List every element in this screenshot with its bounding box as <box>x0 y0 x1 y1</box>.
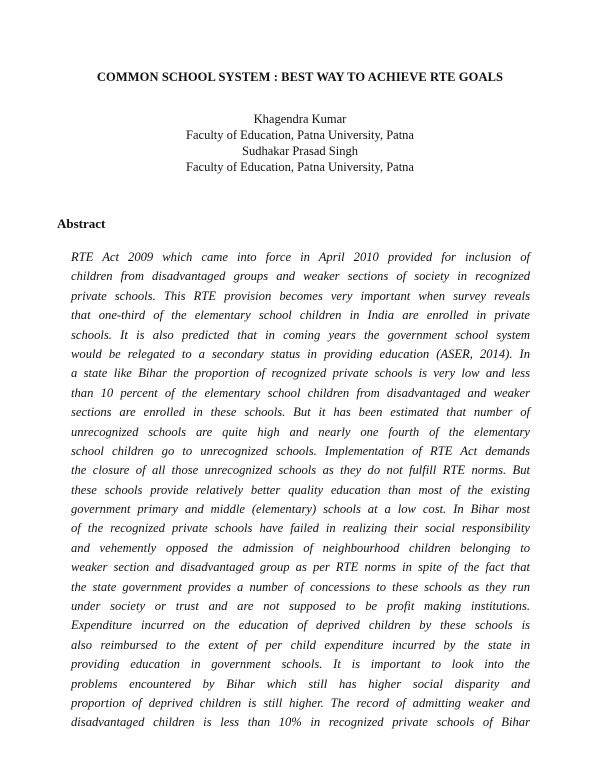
author-affiliation-1: Faculty of Education, Patna University, Patna <box>186 128 414 142</box>
abstract-line: problems encountered by Bihar which still has higher social disparity and <box>71 676 530 691</box>
abstract-line: providing education in government schools. It is important to look into the <box>71 657 530 672</box>
paper-title: COMMON SCHOOL SYSTEM : BEST WAY TO ACHIEVE RTE GOALS <box>96 70 504 84</box>
abstract-line: sections are enrolled in these schools. But it has been estimated that number of <box>71 405 530 420</box>
abstract-line: school children go to unrecognized schools. Implementation of RTE Act demands <box>71 443 530 458</box>
abstract-line: weaker section and disadvantaged group as per RTE norms in spite of the fact that <box>71 560 530 575</box>
abstract-line: Expenditure incurred on the education of deprived children by these schools is <box>71 618 530 633</box>
abstract-line: under society or trust and are not supposed to be profit making institutions. <box>71 599 530 614</box>
abstract-body <box>71 248 530 733</box>
abstract-line: schools. It is also predicted that in coming years the government school system <box>71 327 530 342</box>
abstract-line: a state like Bihar the proportion of recognized private schools is very low and less <box>71 366 530 381</box>
abstract-line: disadvantaged children is less than 10% in recognized private schools of Bihar <box>71 715 530 730</box>
abstract-line: would be relegated to a secondary status in providing education (ASER, 2014). In <box>71 346 530 361</box>
abstract-line: government primary and middle (elementary) schools at a low cost. In Bihar most <box>71 502 530 517</box>
abstract-heading: Abstract <box>57 216 106 231</box>
abstract-line: children from disadvantaged groups and weaker sections of society in recognized <box>71 269 530 284</box>
abstract-line: that one-third of the elementary school children in India are enrolled in private <box>71 308 530 323</box>
abstract-line: than 10 percent of the elementary school children from disadvantaged and weaker <box>71 385 530 400</box>
author-affiliation-2: Faculty of Education, Patna University, Patna <box>186 160 414 174</box>
abstract-line: proportion of deprived children is still higher. The record of admitting weaker and <box>71 695 530 710</box>
abstract-line: these schools provide relatively better quality education than most of the existing <box>71 482 530 497</box>
author-name-2: Sudhakar Prasad Singh <box>242 144 358 158</box>
abstract-line: private schools. This RTE provision becomes very important when survey reveals <box>71 288 530 303</box>
abstract-line: unrecognized schools are quite high and nearly one fourth of the elementary <box>71 424 530 439</box>
abstract-line: the closure of all those unrecognized schools as they do not fulfill RTE norms. But <box>71 463 530 478</box>
author-name-1: Khagendra Kumar <box>253 112 347 126</box>
abstract-line: RTE Act 2009 which came into force in April 2010 provided for inclusion of <box>71 250 530 264</box>
abstract-line: and vehemently opposed the admission of neighbourhood children belonging to <box>71 540 530 555</box>
abstract-line: also reimbursed to the extent of per child expenditure incurred by the state in <box>71 637 530 652</box>
author-block <box>0 111 600 175</box>
abstract-line: of the recognized private schools have failed in realizing their social responsibility <box>71 521 530 536</box>
abstract-line: the state government provides a number of concessions to these schools as they run <box>71 579 530 594</box>
